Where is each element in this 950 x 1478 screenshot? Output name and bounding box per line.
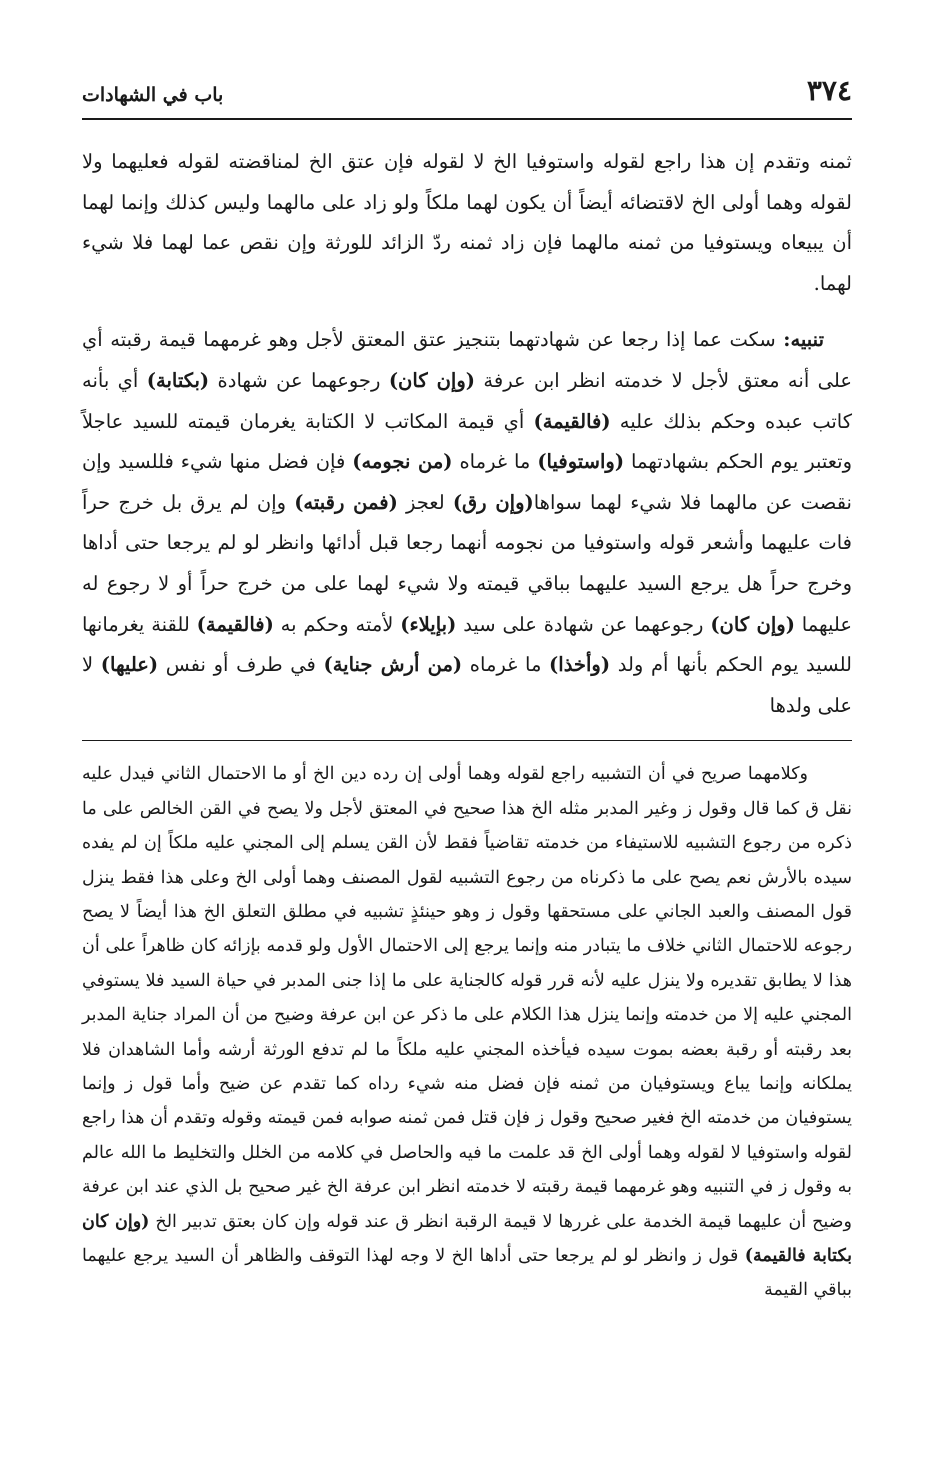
matn-quote: (وإن كان): [388, 368, 475, 392]
matn-quote: (من نجومه): [352, 450, 453, 474]
matn-quote: (وأخذا): [549, 653, 611, 677]
text-run: رجوعهما عن شهادة على سيد: [456, 612, 711, 636]
book-page: [82, 70, 852, 1460]
matn-quote: (وإن رق): [452, 490, 534, 514]
text-run: وإن لم يرق بل خرج حراً فات عليهما وأشعر قوله واستوفيا من نجومه أنهما رجعا قبل أدائها وانظر لو لم يرجعا حتى أداها وخرج حراً هل يرجع السيد عليهما بباقي قيمته ولا شيء لهما على من خرج حراً أو لا رجوع له عليهما: [82, 490, 852, 636]
text-run: في طرف أو نفس: [158, 653, 324, 677]
matn-quote: (بكتابة): [146, 368, 210, 392]
matn-quote: (وإن كان بكتابة فالقيمة): [82, 1211, 852, 1266]
text-run: رجوعهما عن شهادة: [209, 368, 389, 392]
matn-quote: (فمن رقبته): [294, 490, 398, 514]
main-text: [82, 142, 852, 726]
matn-quote: (عليها): [100, 653, 159, 677]
matn-quote: (واستوفيا): [537, 450, 625, 474]
text-run: وكلامهما صريح في أن التشبيه راجع لقوله وهما أولى إن رده دين الخ أو ما الاحتمال الثاني فيدل عليه نقل ق كما قال وقول ز وغير المدبر مثله الخ هذا صحيح في المعتق لأجل ولا يصح في القن الخالص على ما ذكره من رجوع التشبيه للاستيفاء من خدمته تقاضياً فقط لأن القن يسلم إلى المجني عليه ملكاً إن لم يفده سيده بالأرش نعم يصح على ما ذكرناه من رجوع التشبيه لقول المصنف وهما أولى الخ وعلى هذا فقط ينزل قول المصنف والعبد الجاني على مستحقها وقول ز وهو حينئذٍ تشبيه في مطلق التعلق الخ هذا أيضاً لا يصح رجوعه للاحتمال الثاني خلاف ما يتبادر منه وإنما يرجع إلى الاحتمال الأول ولو قدمه بإزائه كان ظاهراً على أن هذا لا يطابق تقديره ولا ينزل عليه لأنه قرر قوله كالجناية على ما إذا جنى المدبر في حياة السيد فلا يستوفي المجني عليه إلا من خدمته وإنما ينزل هذا الكلام على ما ذكر عن ابن عرفة وضيح من أن المراد جناية المدبر بعد رقبته أو رقبة بعضه بموت سيده فيأخذه المجني عليه ملكاً ما لم تدفع الورثة أرشه وأما الشاهدان فلا يملكانه وإنما يباع ويستوفيان من ثمنه فإن فضل منه شيء رداه كما تقدم عن ضيح وأما قول ز وإنما يستوفيان من خدمته الخ فغير صحيح وقول ز فإن قتل فمن ثمنه صوابه فمن قيمته وقوله وتقدم أن هذا راجع لقوله واستوفيا لا لقوله وهما أولى الخ قد علمت ما فيه والحاصل في كلامه من الخلل والتخليط ما الله عالم به وقول ز في التنبيه وهو غرمهما قيمة رقبته لا خدمته انظر ابن عرفة الخ غير صحيح بل الذي عند ابن عرفة وضيح أن عليهما قيمة الخدمة على غررها لا قيمة الرقبة انظر ق عند قوله وإن كان بعتق تدبير الخ: [82, 764, 852, 1232]
text-run: ما غرماه: [452, 450, 538, 474]
text-run: ما غرماه: [462, 653, 550, 677]
text-run: لا على ولدها: [82, 653, 852, 717]
main-paragraph-1: ثمنه وتقدم إن هذا راجع لقوله واستوفيا الخ لا لقوله فإن عتق الخ لمناقضته لقوله فعليهما ولا لقوله وهما أولى الخ لاقتضائه أيضاً أن يكون لهما ملكاً ولو زاد على مالهما وليس كذلك وإنما لهما أن يبيعاه ويستوفيا من ثمنه مالهما فإن زاد ثمنه ردّ الزائد للورثة وإن نقص عما لهما فلا شيء لهما.: [82, 150, 852, 295]
footnote-text: [82, 757, 852, 1308]
text-run: لعجز: [397, 490, 453, 514]
matn-quote: (بإيلاء): [400, 612, 457, 636]
text-run: فإن فضل منها شيء فللسيد وإن نقصت عن مالهما فلا شيء لهما سواها: [82, 450, 852, 514]
matn-quote: (وإن كان): [710, 612, 795, 636]
text-run: أي بأنه كاتب عبده وحكم بذلك عليه: [82, 368, 852, 433]
matn-quote: (من أرش جناية): [323, 653, 463, 677]
text-run: سكت عما إذا رجعا عن شهادتهما بتنجيز عتق المعتق لأجل وهو غرمهما قيمة رقبته أي على أنه معتق لأجل لا خدمته انظر ابن عرفة: [82, 328, 852, 392]
running-title: باب في الشهادات: [82, 84, 224, 106]
footnote-paragraph: [82, 757, 852, 1308]
main-paragraph-2: [82, 320, 852, 726]
text-run: لأمته وحكم به: [273, 612, 401, 636]
page-number: ٣٧٤: [806, 74, 852, 107]
matn-quote: (فالقيمة): [533, 409, 611, 433]
note-heading: تنبيه:: [783, 328, 824, 352]
text-run: للقنة يغرمانها للسيد يوم الحكم بأنها أم ولد: [82, 612, 852, 677]
page-header: [82, 70, 852, 120]
matn-quote: (فالقيمة): [196, 612, 274, 636]
footnote-separator: [82, 740, 852, 741]
text-run: قول ز وانظر لو لم يرجعا حتى أداها الخ لا وجه لهذا التوقف والظاهر أن السيد يرجع عليهما بباقي القيمة: [82, 1246, 852, 1301]
text-run: أي قيمة المكاتب لا الكتابة يغرمان قيمته للسيد عاجلاً وتعتبر يوم الحكم بشهادتهما: [82, 409, 852, 474]
